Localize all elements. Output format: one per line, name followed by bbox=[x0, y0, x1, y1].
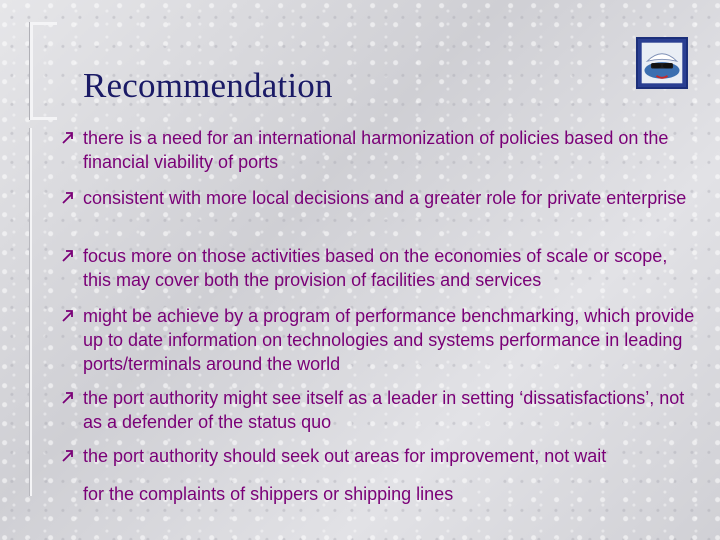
bullet-text: might be achieve by a program of performance benchmarking, which provide up to date information on technologies and systems performance in leading ports/terminals around the world bbox=[83, 306, 695, 374]
bullet-item bbox=[60, 244, 700, 292]
arrow-up-right-icon bbox=[60, 448, 75, 463]
slide-bracket-decoration bbox=[30, 22, 57, 120]
arrow-up-right-icon bbox=[60, 130, 75, 145]
bullet-text: there is a need for an international harmonization of policies based on the financial viability of ports bbox=[83, 128, 669, 172]
bullet-item bbox=[60, 444, 606, 506]
arrow-up-right-icon bbox=[60, 308, 75, 323]
slide-rail-decoration bbox=[30, 128, 32, 496]
bullet-text: the port authority should seek out areas for improvement, not wait bbox=[83, 446, 607, 466]
arrow-up-right-icon bbox=[60, 390, 75, 405]
slide-title: Recommendation bbox=[83, 66, 333, 105]
bullet-item bbox=[60, 386, 700, 434]
bullet-item bbox=[60, 126, 700, 174]
bullet-text: consistent with more local decisions and a greater role for private enterprise bbox=[83, 188, 687, 208]
bullet-text: the port authority might see itself as a leader in setting ‘dissatisfactions’, not as a defender of the status quo bbox=[83, 388, 685, 432]
bullet-item bbox=[60, 186, 686, 210]
arrow-up-right-icon bbox=[60, 248, 75, 263]
bullet-continuation-text: for the complaints of shippers or shipping lines bbox=[83, 484, 454, 504]
emblem-logo-icon bbox=[636, 37, 688, 89]
arrow-up-right-icon bbox=[60, 190, 75, 205]
bullet-item bbox=[60, 304, 700, 376]
bullet-text: focus more on those activities based on the economies of scale or scope, this may cover both the provision of facilities and services bbox=[83, 246, 668, 290]
